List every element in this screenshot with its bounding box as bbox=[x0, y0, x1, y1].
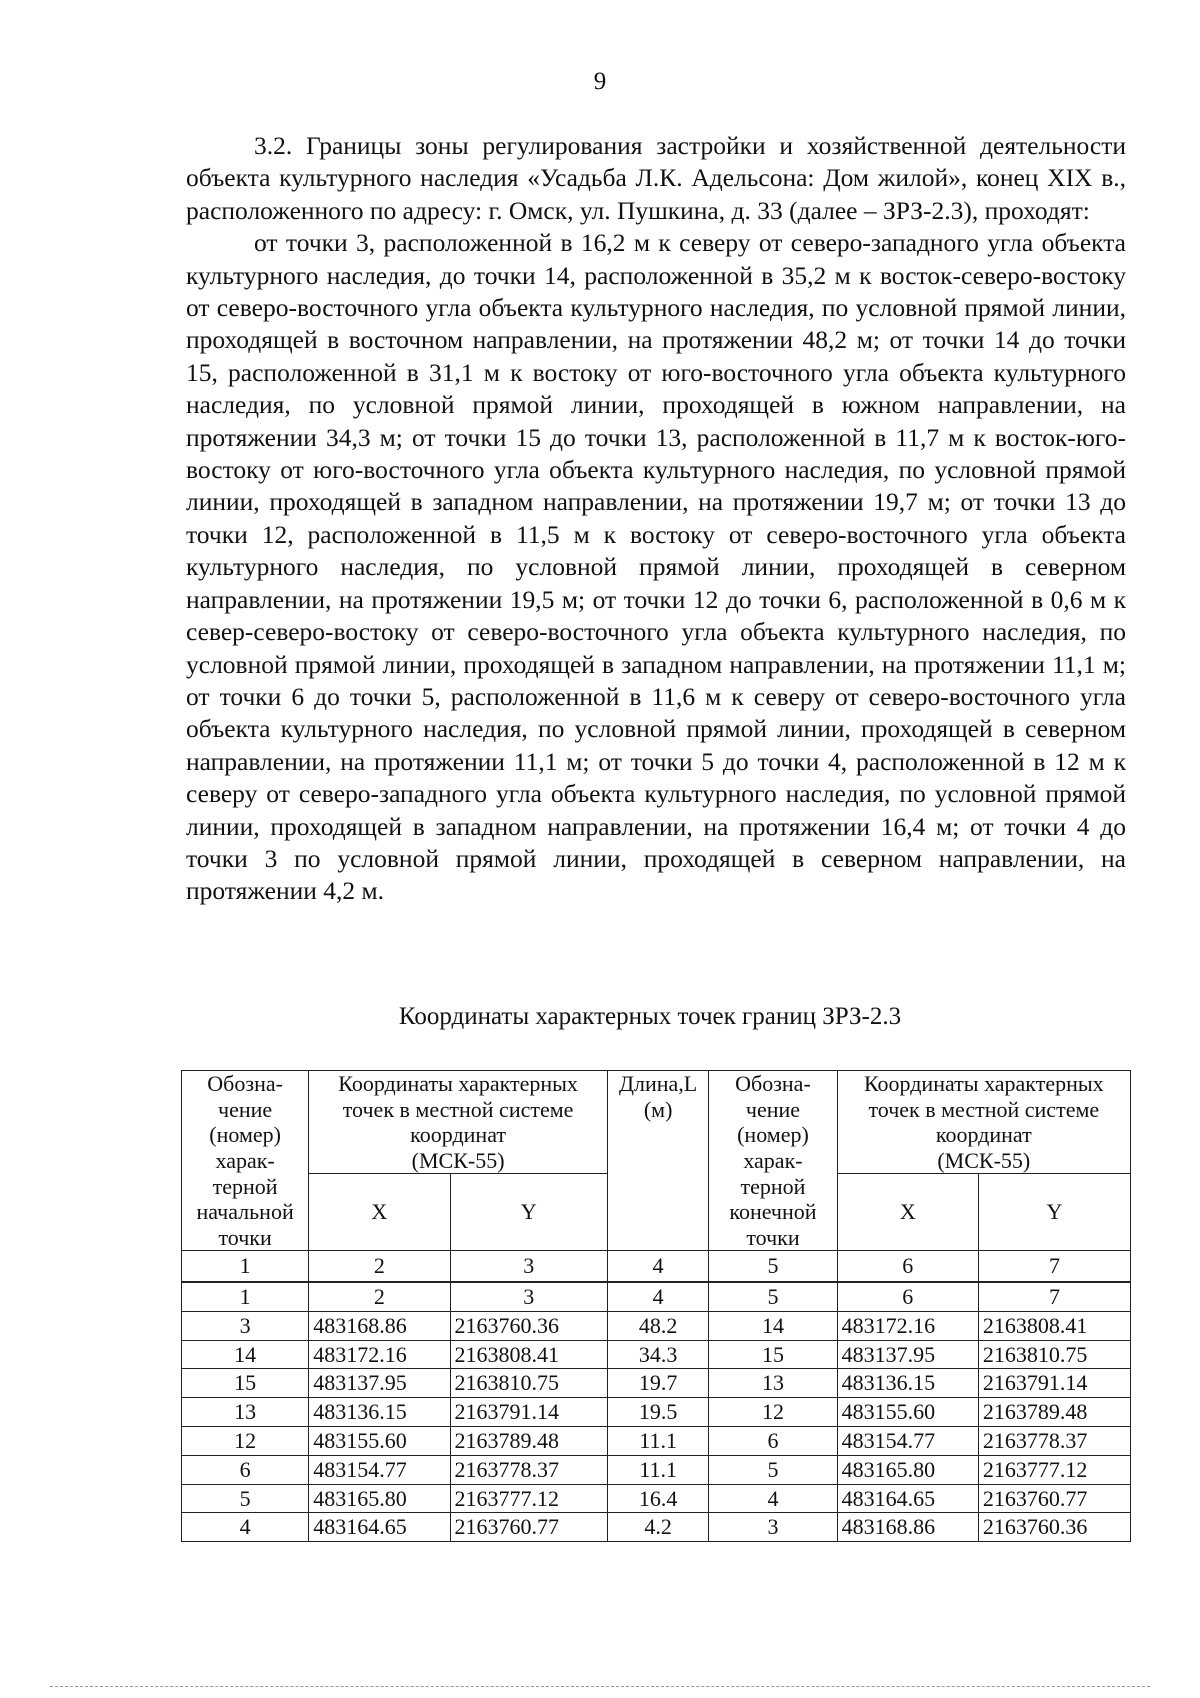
column-number: 4 bbox=[607, 1251, 708, 1283]
table-cell: 2163760.36 bbox=[450, 1311, 607, 1340]
header-start-point-cont: терной начальной точки bbox=[182, 1174, 309, 1251]
table-cell: 483168.86 bbox=[837, 1513, 978, 1542]
table-row bbox=[182, 1513, 1131, 1542]
table-cell: 2163791.14 bbox=[978, 1369, 1130, 1398]
table-cell: 2163791.14 bbox=[450, 1398, 607, 1427]
table-cell: 483155.60 bbox=[309, 1426, 450, 1455]
table-cell: 19.7 bbox=[607, 1369, 708, 1398]
table-cell: 2163810.75 bbox=[450, 1369, 607, 1398]
column-number: 3 bbox=[450, 1251, 607, 1283]
header-x-end: X bbox=[837, 1174, 978, 1251]
table-cell: 19.5 bbox=[607, 1398, 708, 1427]
table-cell: 4 bbox=[607, 1282, 708, 1311]
table-cell: 2163789.48 bbox=[450, 1426, 607, 1455]
header-x-start: X bbox=[309, 1174, 450, 1251]
table-cell: 1 bbox=[182, 1282, 309, 1311]
table-cell: 483155.60 bbox=[837, 1398, 978, 1427]
table-cell: 14 bbox=[709, 1311, 837, 1340]
column-number: 2 bbox=[309, 1251, 450, 1283]
table-cell: 483172.16 bbox=[837, 1311, 978, 1340]
table-cell: 2163760.77 bbox=[450, 1513, 607, 1542]
header-y-start: Y bbox=[450, 1174, 607, 1251]
table-cell: 2163808.41 bbox=[978, 1311, 1130, 1340]
table-caption: Координаты характерных точек границ ЗРЗ-2.3 bbox=[398, 1003, 902, 1030]
table-cell: 483168.86 bbox=[309, 1311, 450, 1340]
table-cell: 11.1 bbox=[607, 1426, 708, 1455]
page-bottom-rule bbox=[50, 1686, 1150, 1687]
header-coords-group-start: Координаты характерных точек в местной системе координат (МСК-55) bbox=[309, 1071, 608, 1174]
table-cell: 3 bbox=[182, 1311, 309, 1340]
table-cell: 483137.95 bbox=[837, 1340, 978, 1369]
table-row bbox=[182, 1282, 1131, 1311]
table-row bbox=[182, 1340, 1131, 1369]
header-end-point: Обозна- чение (номер) харак- bbox=[709, 1071, 837, 1174]
table-cell: 7 bbox=[978, 1282, 1130, 1311]
table-row bbox=[182, 1369, 1131, 1398]
table-cell: 483154.77 bbox=[309, 1455, 450, 1484]
header-start-point: Обозна- чение (номер) харак- bbox=[182, 1071, 309, 1174]
table-body bbox=[182, 1282, 1131, 1542]
table-row bbox=[182, 1455, 1131, 1484]
table-cell: 11.1 bbox=[607, 1455, 708, 1484]
table-cell: 15 bbox=[709, 1340, 837, 1369]
header-coords-group-end: Координаты характерных точек в местной системе координат (МСК-55) bbox=[837, 1071, 1130, 1174]
table-cell: 483154.77 bbox=[837, 1426, 978, 1455]
table-cell: 483137.95 bbox=[309, 1369, 450, 1398]
table-cell: 6 bbox=[182, 1455, 309, 1484]
header-length: Длина,L (м) bbox=[607, 1071, 708, 1251]
table-cell: 34.3 bbox=[607, 1340, 708, 1369]
column-number: 7 bbox=[978, 1251, 1130, 1283]
table-cell: 4 bbox=[182, 1513, 309, 1542]
table-cell: 3 bbox=[709, 1513, 837, 1542]
coordinates-table bbox=[181, 1070, 1131, 1542]
table-cell: 483172.16 bbox=[309, 1340, 450, 1369]
table-row bbox=[182, 1311, 1131, 1340]
header-end-point-cont: терной конечной точки bbox=[709, 1174, 837, 1251]
table-cell: 16.4 bbox=[607, 1484, 708, 1513]
table-cell: 2 bbox=[309, 1282, 450, 1311]
table-cell: 13 bbox=[709, 1369, 837, 1398]
table-cell: 15 bbox=[182, 1369, 309, 1398]
table-row bbox=[182, 1398, 1131, 1427]
table-cell: 2163760.77 bbox=[978, 1484, 1130, 1513]
table-cell: 5 bbox=[709, 1455, 837, 1484]
table-cell: 3 bbox=[450, 1282, 607, 1311]
column-number: 5 bbox=[709, 1251, 837, 1283]
table-cell: 483165.80 bbox=[309, 1484, 450, 1513]
table-row bbox=[182, 1426, 1131, 1455]
table-cell: 2163810.75 bbox=[978, 1340, 1130, 1369]
column-number-row bbox=[182, 1251, 1131, 1283]
table-cell: 5 bbox=[182, 1484, 309, 1513]
table-cell: 483136.15 bbox=[837, 1369, 978, 1398]
page-number: 9 bbox=[593, 68, 607, 95]
table-cell: 4 bbox=[709, 1484, 837, 1513]
column-number: 6 bbox=[837, 1251, 978, 1283]
body-text bbox=[186, 130, 1126, 908]
table-cell: 12 bbox=[709, 1398, 837, 1427]
table-row bbox=[182, 1484, 1131, 1513]
table-cell: 13 bbox=[182, 1398, 309, 1427]
table-cell: 483165.80 bbox=[837, 1455, 978, 1484]
table-cell: 4.2 bbox=[607, 1513, 708, 1542]
table-cell: 2163777.12 bbox=[450, 1484, 607, 1513]
table-cell: 483164.65 bbox=[837, 1484, 978, 1513]
table-cell: 12 bbox=[182, 1426, 309, 1455]
table-cell: 6 bbox=[837, 1282, 978, 1311]
header-y-end: Y bbox=[978, 1174, 1130, 1251]
table-cell: 5 bbox=[709, 1282, 837, 1311]
table-cell: 483136.15 bbox=[309, 1398, 450, 1427]
table-cell: 483164.65 bbox=[309, 1513, 450, 1542]
paragraph-boundary-description: от точки 3, расположенной в 16,2 м к северу от северо-западного угла объекта культурного наследия, до точки 14, расположенной в 35,2 м к восток-северо-востоку от северо-восточного угла объекта культурного наследия, по условной прямой линии, проходящей в восточном направлении, на протяжении 48,2 м; от точки 14 до точки 15, расположенной в 31,1 м к востоку от юго-восточного угла объекта культурного наследия, по условной прямой линии, проходящей в южном направлении, на протяжении 34,3 м; от точки 15 до точки 13, расположенной в 11,7 м к восток-юго-востоку от юго-восточного угла объекта культурного наследия, по условной прямой линии, проходящей в западном направлении, на протяжении 19,7 м; от точки 13 до точки 12, расположенной в 11,5 м к востоку от северо-восточного угла объекта культурного наследия, по условной прямой линии, проходящей в северном направлении, на протяжении 19,5 м; от точки 12 до точки 6, расположенной в 0,6 м к север-северо-востоку от северо-восточного угла объекта культурного наследия, по условной прямой линии, проходящей в западном направлении, на протяжении 11,1 м; от точки 6 до точки 5, расположенной в 11,6 м к северу от северо-восточного угла объекта культурного наследия, по условной прямой линии, проходящей в северном направлении, на протяжении 11,1 м; от точки 5 до точки 4, расположенной в 12 м к северу от северо-западного угла объекта культурного наследия, по условной прямой линии, проходящей в западном направлении, на протяжении 16,4 м; от точки 4 до точки 3 по условной прямой линии, проходящей в северном направлении, на протяжении 4,2 м. bbox=[186, 228, 1126, 906]
column-number: 1 bbox=[182, 1251, 309, 1283]
table-cell: 2163789.48 bbox=[978, 1398, 1130, 1427]
table-cell: 6 bbox=[709, 1426, 837, 1455]
table-cell: 2163808.41 bbox=[450, 1340, 607, 1369]
table-cell: 2163778.37 bbox=[978, 1426, 1130, 1455]
table-cell: 2163760.36 bbox=[978, 1513, 1130, 1542]
table-cell: 2163777.12 bbox=[978, 1455, 1130, 1484]
table-cell: 14 bbox=[182, 1340, 309, 1369]
table-cell: 2163778.37 bbox=[450, 1455, 607, 1484]
paragraph-intro: 3.2. Границы зоны регулирования застройки и хозяйственной деятельности объекта культурного наследия «Усадьба Л.К. Адельсона: Дом жилой», конец XIX в., расположенного по адресу: г. Омск, ул. Пушкина, д. 33 (далее – ЗРЗ-2.3), проходят: bbox=[186, 131, 1126, 225]
table-cell: 48.2 bbox=[607, 1311, 708, 1340]
